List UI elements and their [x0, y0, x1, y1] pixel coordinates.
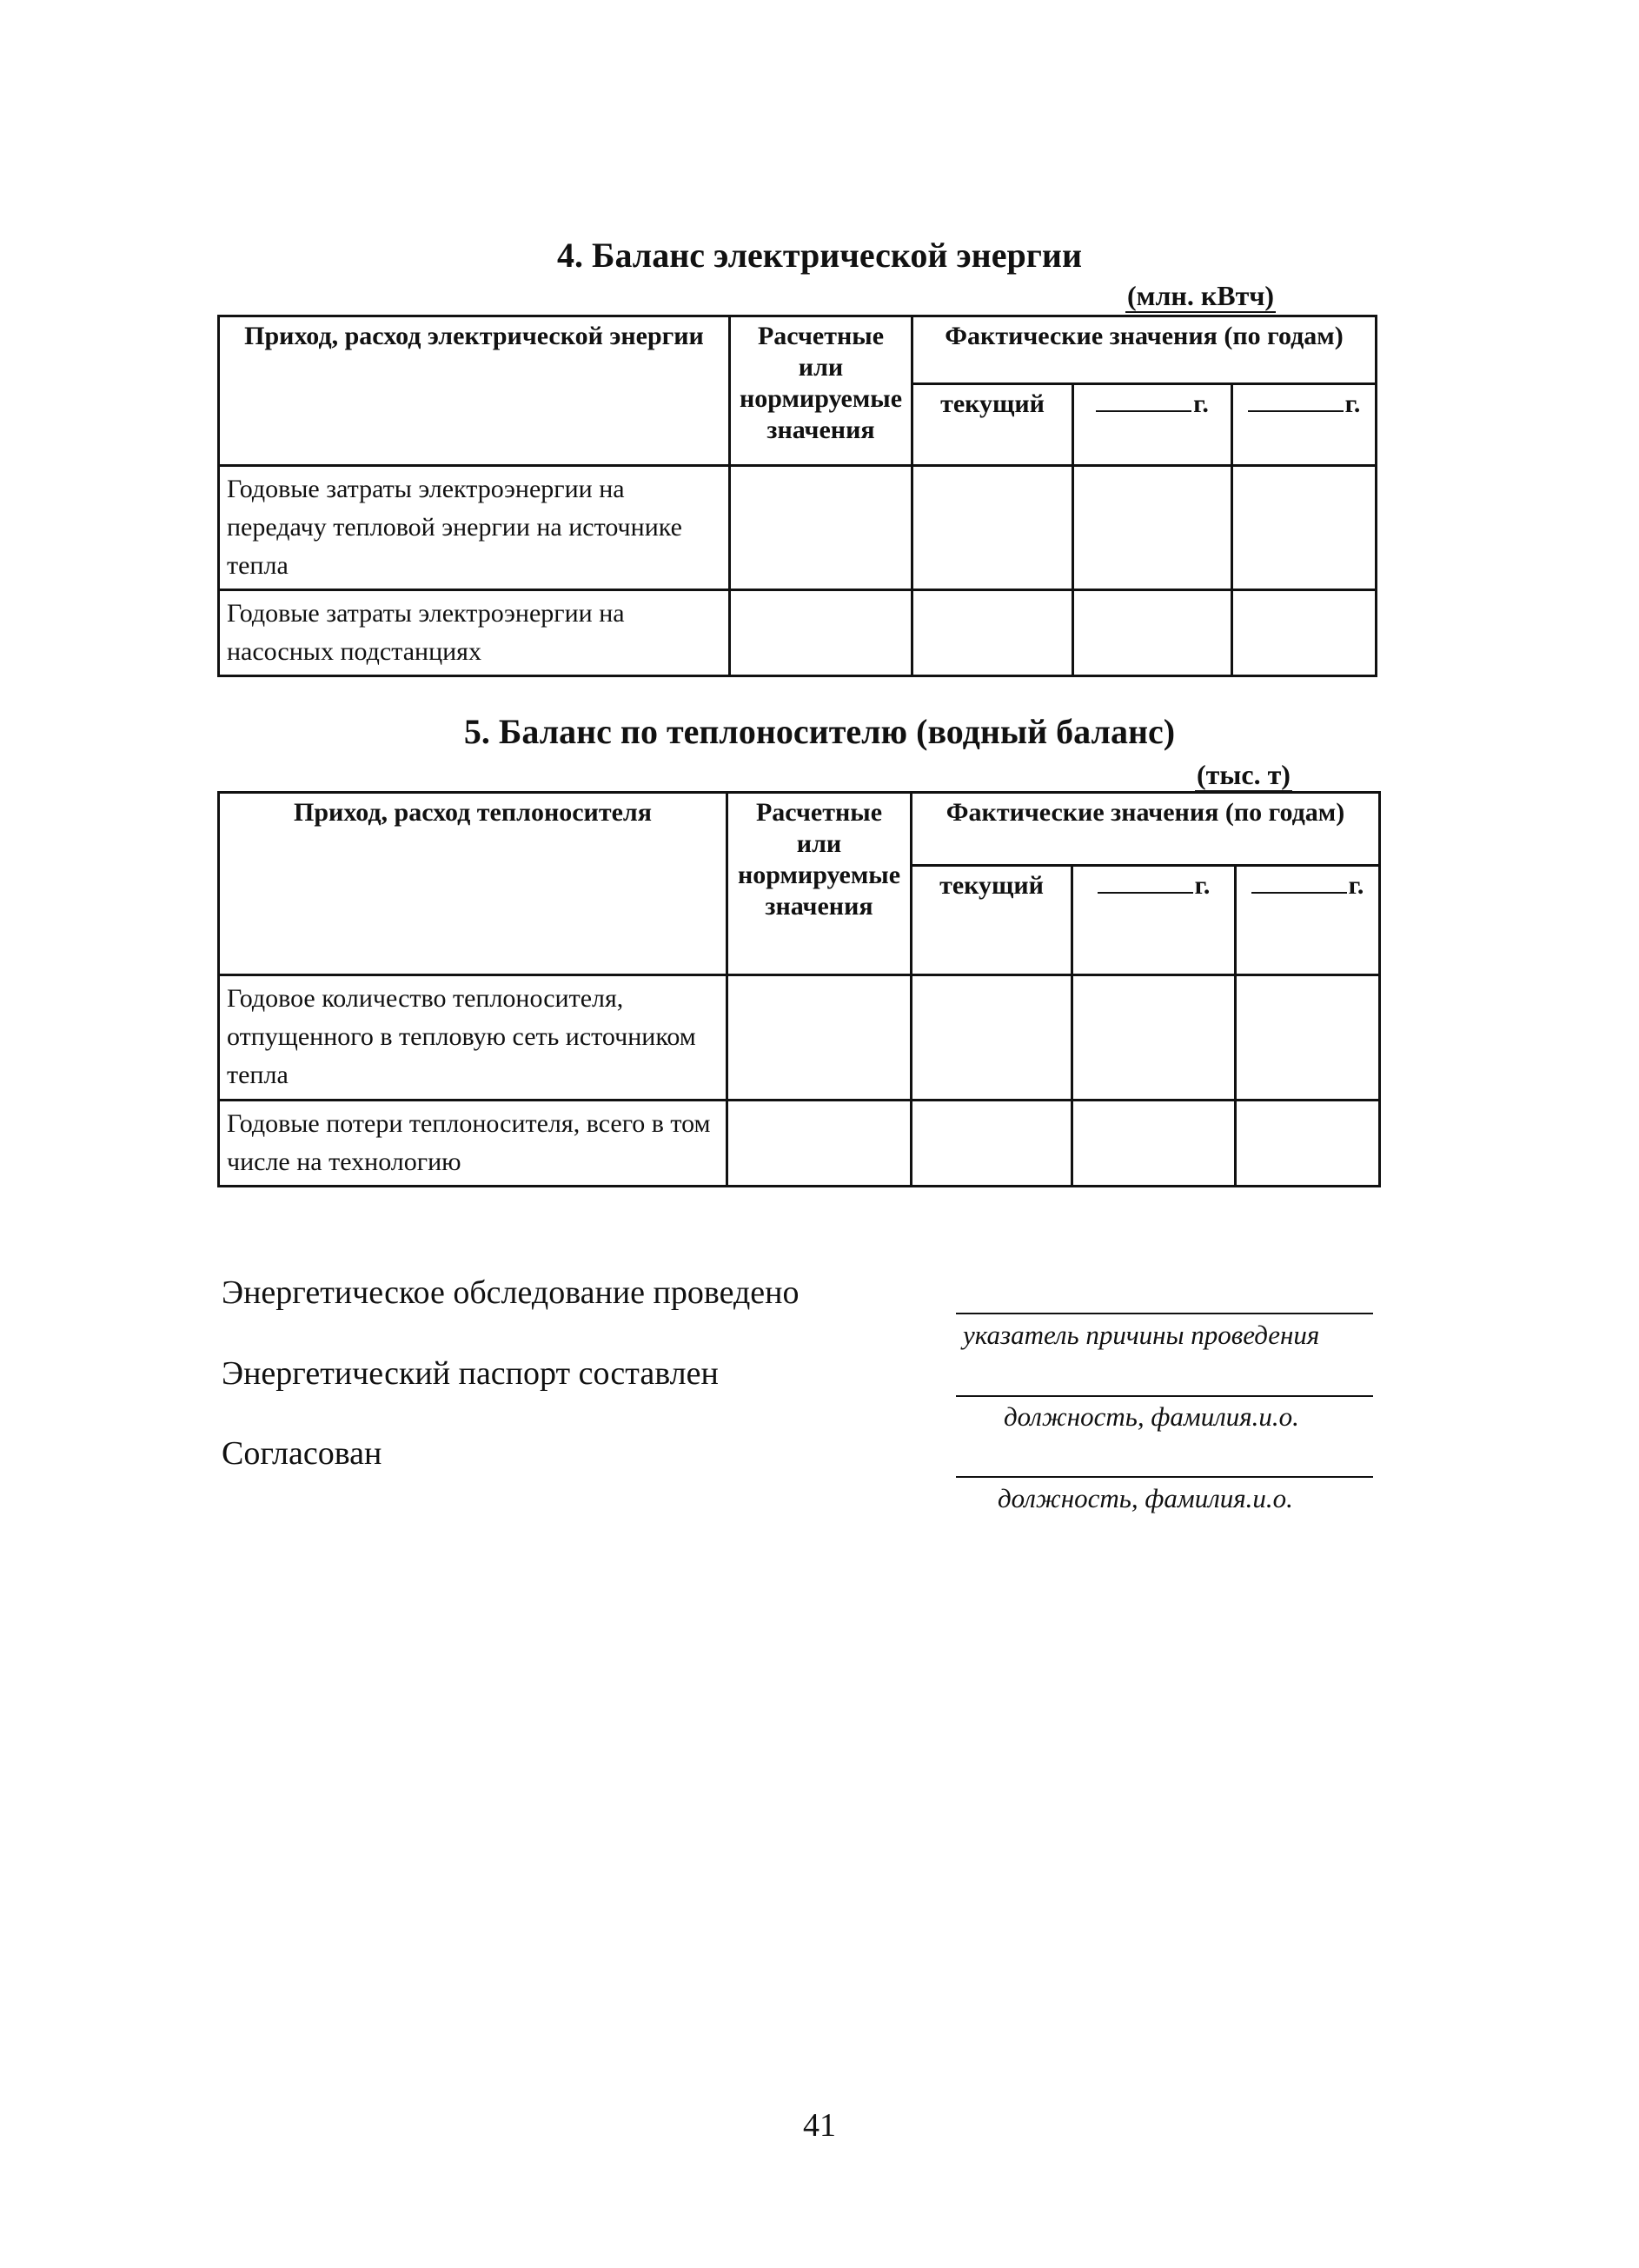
signature-line	[956, 1476, 1373, 1478]
table-cell	[912, 466, 1073, 590]
section5-title: 5. Баланс по теплоносителю (водный баланс)	[463, 712, 1176, 751]
table-cell	[1232, 590, 1377, 676]
header-year-1: г.	[1072, 866, 1236, 975]
signature-label-survey: Энергетическое обследование проведено	[222, 1274, 800, 1311]
header-year-2: г.	[1236, 866, 1380, 975]
table-row	[219, 590, 1377, 676]
table-cell	[912, 975, 1072, 1101]
electric-balance-table	[217, 315, 1377, 677]
signature-line	[956, 1313, 1373, 1314]
table-cell	[912, 1101, 1072, 1187]
table-cell	[1073, 466, 1232, 590]
year-blank	[1098, 871, 1193, 894]
header-item: Приход, расход теплоносителя	[219, 793, 727, 975]
row-label: Годовые затраты электроэнергии на передачу тепловой энергии на источнике тепла	[219, 466, 730, 590]
signature-label-approved: Согласован	[222, 1435, 382, 1472]
header-current: текущий	[912, 866, 1072, 975]
table-cell	[1072, 1101, 1236, 1187]
signature-caption-survey: указатель причины проведения	[963, 1320, 1320, 1350]
signature-caption-approved: должность, фамилия.и.о.	[998, 1483, 1293, 1513]
section5-unit: (тыс. т)	[1197, 759, 1291, 790]
table-cell	[730, 590, 912, 676]
table-cell	[727, 975, 912, 1101]
table-cell	[1236, 1101, 1380, 1187]
header-item: Приход, расход электрической энергии	[219, 316, 730, 466]
section4-title: 4. Баланс электрической энергии	[557, 236, 1082, 275]
header-year-1: г.	[1073, 384, 1232, 466]
table-cell	[1073, 590, 1232, 676]
heat-carrier-balance-table	[217, 791, 1381, 1187]
table-row	[219, 1101, 1380, 1187]
row-label: Годовые потери теплоносителя, всего в том числе на технологию	[219, 1101, 727, 1187]
signature-label-passport: Энергетический паспорт составлен	[222, 1355, 719, 1392]
header-current: текущий	[912, 384, 1073, 466]
row-label: Годовое количество теплоносителя, отпущенного в тепловую сеть источником тепла	[219, 975, 727, 1101]
year-blank	[1096, 389, 1191, 412]
header-actual: Фактические значения (по годам)	[912, 316, 1377, 384]
header-year-2: г.	[1232, 384, 1377, 466]
header-actual: Фактические значения (по годам)	[912, 793, 1380, 866]
row-label: Годовые затраты электроэнергии на насосных подстанциях	[219, 590, 730, 676]
table-cell	[1072, 975, 1236, 1101]
header-calc: Расчетные или нормируемые значения	[727, 793, 912, 975]
table-cell	[727, 1101, 912, 1187]
table-row	[219, 975, 1380, 1101]
table-cell	[1236, 975, 1380, 1101]
table-cell	[730, 466, 912, 590]
page-number: 41	[803, 2107, 836, 2144]
table-row	[219, 466, 1377, 590]
signature-caption-passport: должность, фамилия.и.о.	[1004, 1401, 1299, 1432]
table-cell	[1232, 466, 1377, 590]
year-blank	[1248, 389, 1344, 412]
year-blank	[1251, 871, 1347, 894]
table-cell	[912, 590, 1073, 676]
signature-line	[956, 1395, 1373, 1397]
section4-unit: (млн. кВтч)	[1127, 280, 1275, 311]
header-calc: Расчетные или нормируемые значения	[730, 316, 912, 466]
